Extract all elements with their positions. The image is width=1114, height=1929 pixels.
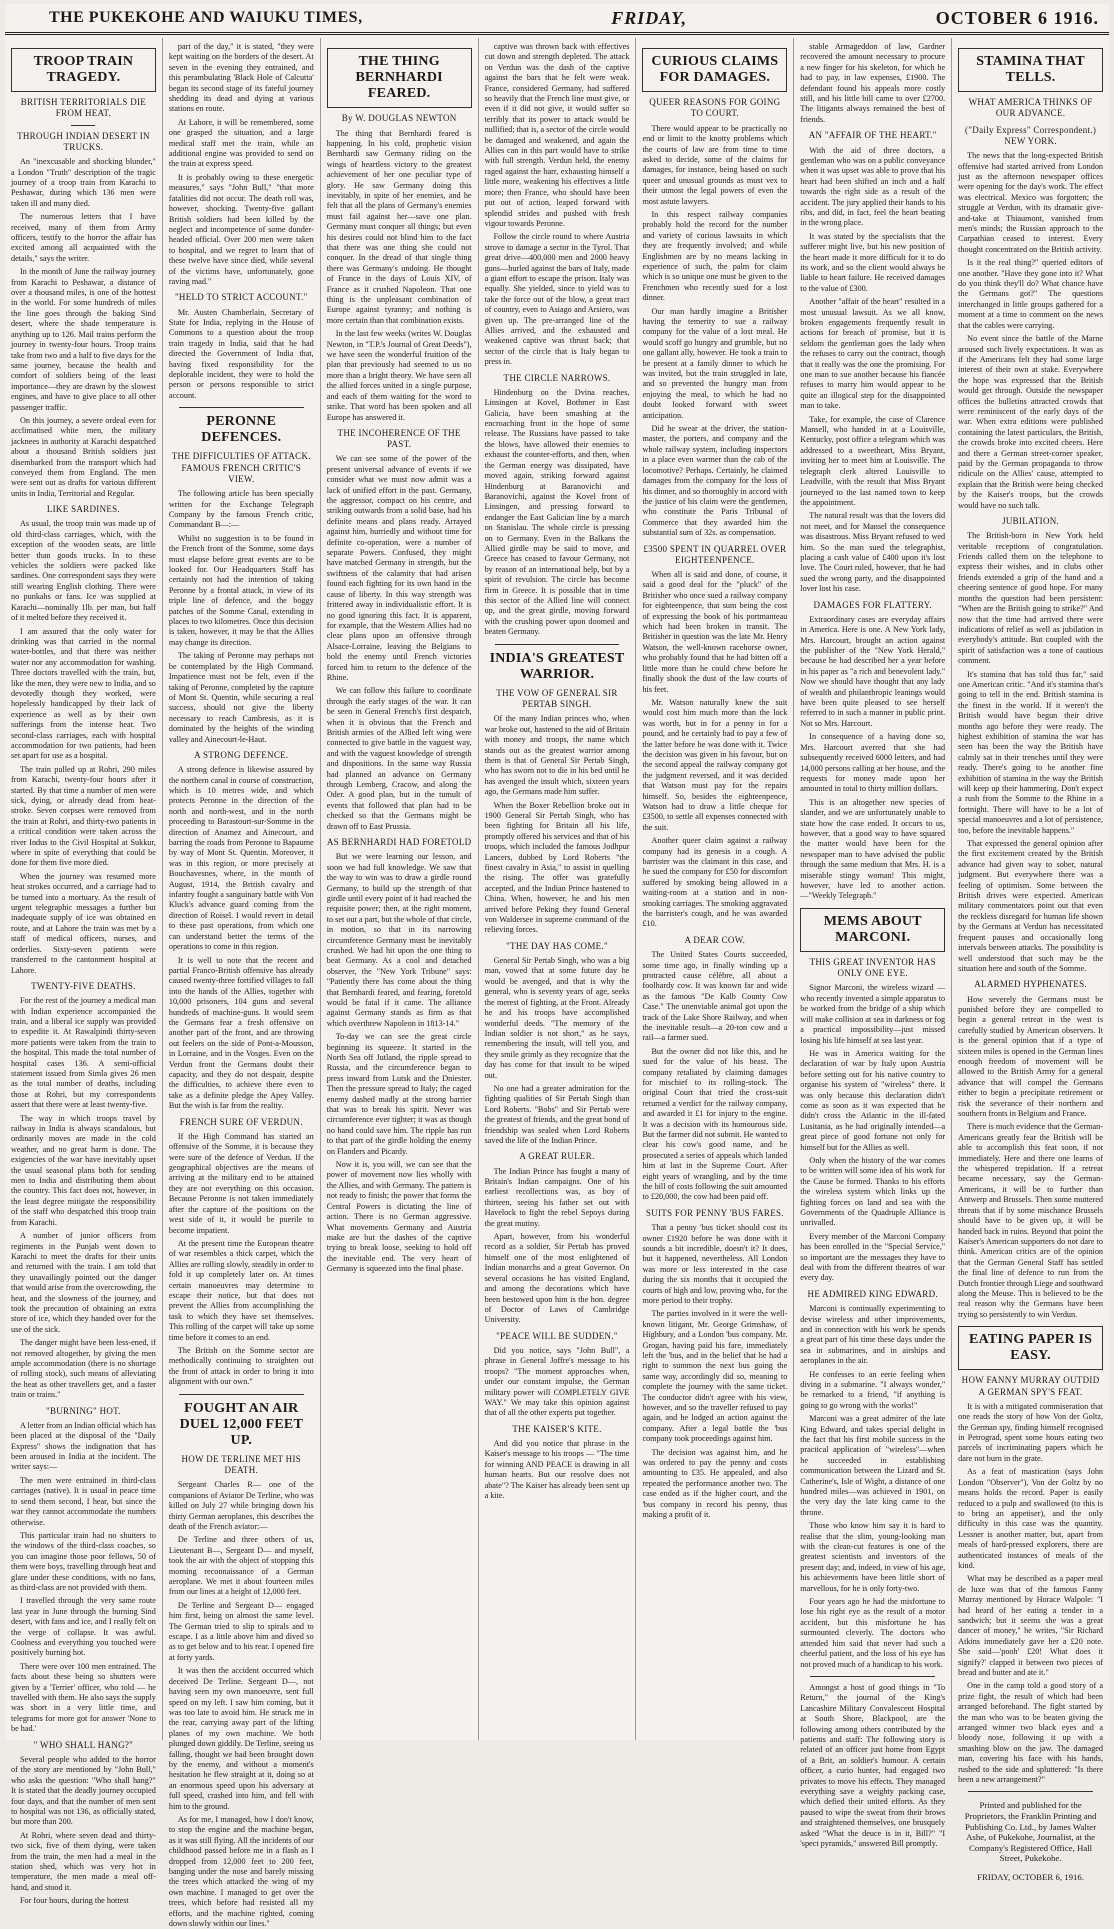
paragraph: On this journey, a severe ordeal even for acclimatised white men, the military jacknees in authority at Karachi despatched about a thousand British soldiers just disembarked from the transport which had conveyed them from England. The men were sent out as drafts for various different units in India, Territorial and Regular. (11, 415, 156, 498)
paragraph: Several people who added to the horror of the story are mentioned by "John Bull," who asks the question: "Who shall hang?" It is stated that the deadly journey occupied four days, and that the number of men sent to hospital was not 136, as officially stated, but more than 200. (11, 1754, 156, 1827)
paragraph: It's stamina that has told thus far," said one American critic. "And it's stamina that's going to tell in the end. British stamina is the finest in the world. If it weren't the British would have begun their drive months ago before they were ready. The highest exhibition of stamina the war has seen has been the way the British have calmly sat in their trenches until they were ready. There's going to be another fine exhibition of stamina in the way the British will keep up their hammering. Don't expect a rush from the Somme to the Rhine in a fortnight. There will have to be a lot of special manoeuvres and a lot of persistence, too, before the inevitable happens." (958, 669, 1104, 835)
section-head: "PEACE WILL BE SUDDEN." (496, 1330, 618, 1341)
paragraph: Did you notice, says "John Bull", a phrase in General Joffre's message to his troops? "The moment approaches when, under our constant impulse, the German military power will COMPLETELY GIVE WAY." We may take this opinion against that of all the other experts put together. (484, 1345, 630, 1418)
paragraph: It is well to note that the recent and partial Franco-British offensive has already caused twenty-three fortified villages to fall into the hands of the Allies, together with 10,000 prisoners, 104 guns and several hundreds of machine-guns. It would seem the Germans fear a fresh offensive on another part of the front, and are throwing out feelers on the side of Pont-a-Mousson, in Lorraine, and in the Vosges. Even on the Verdun front the Germans doubt their capacity, and they do not despair, despite the difficulties, to achieve there even to take as a definite pledge the Apey Valley. But the wish is far from the reality. (168, 955, 314, 1111)
paragraph: Mr. Watson naturally knew the suit would cost him much more than the lock was worth, but in for a penny in for a pound, and he certainly had to pay a few of the latter before he was done with it. Twice the decision was given in his favour, but on the second appeal the railway company got the judgment reversed, and it was decided that Watson must pay for the repairs himself. So, besides the eighteenpence, Watson had to draw a little cheque for £3500, to settle all expenses connected with the suit. (642, 697, 788, 832)
section-head: FRENCH SURE OF VERDUN. (179, 1116, 303, 1127)
paragraph: He was in America waiting for the declaration of war by Italy upon Austria before setting out for his native country to organise his system of "wireless" there. It was only because this declaration didn't come as soon as it was expected that he didn't cross the Atlantic in the ill-fated Lusitania, as he had originally intended—a great piece of good fortune not only for himself but for the Allies as well. (800, 1048, 946, 1152)
column-6 (794, 38, 952, 1848)
paragraph: In consequence of a having done so, Mrs. Harcourt averred that she had subsequently received 6000 letters, and had 14,000 persons calling at her house, and the requests for money made upon her amounted in total to thirty million dollars. (800, 732, 946, 794)
paragraph: The parties involved in it were the well-known litigant, Mr. George Grimshaw, of Highbury, and a London 'bus company. Mr. Grogan, having paid his fare, immediately left the 'bus, and in the belief that he had a right to summon the next bus going the same way, accordingly did so, meaning to complete the journey with the same ticket. The conductor didn't agree with his view, however, and so the traveller refused to pay again, and he lodged an action against the company. After a legal battle the 'bus company took proceedings against him. (642, 1309, 788, 1444)
paragraph: One in the camp told a good story of a prize fight, the result of which had been arranged beforehand. The fight started by the man who was to be beaten giving the arranged winner two black eyes and a bloody nose, following it up with a smashing blow on the jaw. The damaged man, covering his face with his hands, rushed to the side and spluttered: "Is there been a new arrangement?" (958, 1681, 1104, 1785)
paragraph: A strong defence is likewise assured by the northern canal in course of construction, which is 10 metres wide, and which protects Peronne in the direction of the north and north-west, and in the north proceeding to Barastourt-sur-Somme in the direction of Anamez and Ainecourt, and barring the roads from Peronne to Bapaume by way of Mont St. Quentin. Moreover, it was in this region, or more precisely at Bouchavesnes, where, in the month of August, 1914, the British cavalry and infantry fought a sanguinary battle with Von Kluck's advance guard coming from the direction of Roisel. I would revert in detail to these past operations, from which one can understand better the terms of the operations to come in this region. (168, 765, 314, 952)
paragraph: As a feat of mastication (says John London "Observer"), Von der Goltz by no means holds the record. Paper is easily reduced to a pulp and swallowed (to this is to bring an appetiser), and the only difficulty in this case was the quantity. Lessner is another matter, but, apart from meals of hard-pressed explorers, there are authenticated instances of meals of the kind. (958, 1467, 1104, 1570)
paragraph: Is it the real thing?" queried editors of one another. "Have they gone into it? What do you think they'll do? What chance have the Germans got?" The questions interchanged in little groups gathered for a moment at a time to comment on the news that the cables were carrying. (958, 258, 1104, 330)
divider (71, 125, 95, 126)
headline-india-warrior: INDIA'S GREATEST WARRIOR. (489, 650, 625, 682)
subhead: THE VOW OF GENERAL SIR PERTAB SINGH. (496, 687, 618, 710)
section-head: LIKE SARDINES. (46, 504, 121, 515)
paragraph: When the Boxer Rebellion broke out in 1900 General Sir Pertab Singh, who has been fighting for Britain all his life, promptly offered his services and that of his troops, which included the famous Jodhpur Lancers, dubbed by Lord Roberts "the finest cavalry in Asia," to assist in quelling the rising. The offer was gratefully accepted, and the Indian Prince hastened to China. When, however, he and his men arrived before Peking they found General von Waldersee in supreme command of the relieving forces. (484, 800, 630, 935)
paragraph: There were over 100 men entrained. The facts about these being so shutters were given by a 'Terrier' officer, who told — he travelled with them. He also says the supply was short in a very little time, and telegrams for more got for answer 'None to be had.' (11, 1661, 156, 1734)
paragraph: The taking of Peronne may perhaps not be contemplated by the High Command. Impatience must not be felt, even if the taking of Peronne, completed by the capture of Mont St. Quentin, while securing a real success, should not give the liberty necessary to reach Cambresis, as it is dominated by the heights of the winding valley and Ainecourt-le-Haut. (168, 651, 314, 744)
paragraph: That expressed the general opinion after the first excitement created by the British advance had given way to sober, natural judgment. But everywhere there was a feeling of optimism. Some between the British drives were expected. American military commentators point out that even the reckless disregard for human life shown by the Germans at Verdun has necessitated frequent pauses and occasionally long intervals between attacks. The possibility is well understood that such may be the situation here and south of the Somme. (958, 839, 1104, 973)
column-3 (321, 38, 479, 1740)
article-divider (495, 644, 620, 645)
paragraph: Those who know him say it is hard to realise that the slim, young-looking man with the clean-cut features is one of the greatest scientists and inventors of the present day; and, indeed, in view of his age, his achievements have been little short of marvellous, for he is only forty-two. (800, 1521, 946, 1593)
paragraph: Mr. Austen Chamberlain, Secretary of State for India, replying in the House of Commons to a question about the troop train tragedy in India, said that he had directed the Government of India that, having fixed responsibility for the deplorable incident, they were to hold the person or persons responsible to strict account. (168, 307, 314, 400)
paragraph: Another queer claim against a railway company had its genesis in a cough. A barrister was the claimant in this case, and he sued the company for £50 for discomfort suffered by smoking being allowed in a waiting-room at a station and in non-smoking carriages. The smoking aggravated the barrister's cough, and he was awarded £10. (642, 836, 788, 929)
paragraph: That a penny 'bus ticket should cost its owner £1920 before he was done with it sounds a bit incredible, doesn't it? It does, but it happened, nevertheless. All London was more or less interested in the case during the six months that it occupied the courts of high and low, proving who, for the more period to their trophy. (642, 1223, 788, 1305)
paragraph: If the High Command has started an offensive of the Somme, it is because they were sure of the defence of Verdun. If the geographical objectives are the means of arriving at the military end to be attained they are not everything on this occasion. Because Peronne is not taken immediately after the capture of the positions on the west side of it, it would be puerile to become impatient. (168, 1131, 314, 1235)
section-head: DAMAGES FOR FLATTERY. (813, 599, 932, 610)
section-head: AS BERNHARDI HAD FORETOLD (326, 837, 472, 848)
section-head: THE CIRCLE NARROWS. (503, 372, 611, 383)
paragraph: As for me, I managed, how I don't know, to stop the engine and the machine began, as it was still flying. All the incidents of our childhood passed before me in a flash as I dropped from 12,000 feet to 200 feet, banging under the nose and barely missing the trees which attacked the wing of my own machine. I managed to get over the trees, which before had resisted all my efforts, and the machine righted, coming down slowly within our lines." (168, 1814, 314, 1929)
headline-marconi: MEMS ABOUT MARCONI. (800, 908, 945, 952)
paragraph: The Indian Prince has fought a many of Britain's Indian campaigns. One of his earliest recollections was, as boy of thirteen, seeing his father set out with Havelock to fight the rebel Sepoys during the great mutiny. (484, 1166, 630, 1228)
subhead: THE DIFFICULTIES OF ATTACK. FAMOUS FRENCH CRITIC'S VIEW. (171, 451, 311, 484)
section-head: "BURNING" HOT. (45, 1405, 121, 1416)
paragraph: stable Armageddon of law, Gardner recovered the amount necessary to procure a new finger for his skeleton, for which he had to pay, in law expenses, £1900. The defendant found his appeals more costly still, and his little bill came to over £2700. The litigants always remained the best of friends. (800, 42, 946, 124)
paragraph: At Lahore, it will be remembered, some one grasped the situation, and a large medical staff met the train, while an additional engine was provided to send on the train at express speed. (168, 117, 314, 169)
paragraph: The way in which troops travel by railway in India is always scandalous, but ordinarily moves are made in the cold weather, and no great harm is done. The exigencies of the war have inevitably upset the usual seasonal plans both for sending men to India and distributing them about the country. This fact does not, however, in the least degree mitigate the responsibility of the staff who despatched this troop train from Karachi. (11, 1113, 156, 1227)
paragraph: To-day we can see the great circle beginning its squeeze. It started in the North Sea off Jutland, the ripple spread to Russia, and the circumference began to press inward from Lutsk and the Dniester. Then the pressure spread to Italy; the caged enemy dashed madly at the strong barrier that was to break his spirit. Never was circumference ever tighter; it was as though no hand could save him. The ripple has run to that part of the girdle holding the enemy on Flanders and Picardy. (326, 1032, 472, 1156)
paragraph: The United States Courts succeeded, some time ago, in finally winding up a protracted cause célèbre, all about a foolhardy cow. It was known far and wide as the famous "De Kalb County Cow Case." The unenviable animal got upon the track of the Lake Shore Railway, and when the inevitable result—a 20-ton cow and a rail—a farmer sued. (642, 950, 788, 1043)
paragraph: captive was thrown back with effectives cut down and strength depleted. The attack on Verdun was the dash of the captive against the bars that he felt were weak. France, considered Germany, had suffered so heavily that the French line must give, or even if it did not give, it would suffer so terribly that its power to attack would be nullified; that is, a sector of the circle would be damaged and weakened, and again the Allies can in this part would have to strike with full strength. Verdun held, the enemy raged against the barr, exhausting himself a little more, weakening his effectives a little more; then France, who should have been put out of action, leaped forward with splendid strides and pushed with fresh vigour towards Peronne. (484, 42, 630, 228)
paragraph: The following article has been specially written for the Exchange Telegraph Company by the famous French critic, Commandant B—:— (168, 489, 314, 530)
section-head: SUITS FOR PENNY 'BUS FARES. (645, 1207, 784, 1218)
paragraph: There is much evidence that the German-Americans greatly fear the British will be able to accomplish this feat soon, if not immediately. Here and there one learns of the whispered trepidation. If a retreat became necessary, say the German-Americans, it will be to further than Antwerp and Brussels. Then some muttered threats that if by some mischance Brussels should have to be given up, it will be handed back in ruins. Beyond that point the Kaiser's American supporters do not dare to think. American critics are of the opinion that the German General Staff has settled the final line of defence to run from the Dutch frontier through Liege and southward along the Meuse. This is believed to be the real reason why the Germans have been trying so persistently to win Verdun. (958, 1122, 1104, 1319)
paragraph: Amongst a host of good things in "To Return," the journal of the King's Lancashire Military Convalescent Hospital at South Shore, Blackpool, are the following among others contributed by the patients and staff: The following story is related of an officer just home from Egypt of a Brit, an soldier's humour. A certain officer, a curio hunter, had engaged two privates to move his effects. They managed everything save a weighty packing case, which defied their united efforts. As they paused to wipe the sweat from their brows and straightened themselves, one brusquely asked "What the deuce is in it, Bill?" "I 'spect pyramids," answered Bill promptly. (800, 1682, 946, 1848)
paragraph: No one had a greater admiration for the fighting qualities of Sir Pertab Singh than Lord Roberts. "Bobs" and Sir Pertab were the greatest of friends, and the great bond of friendship was sealed when Lord Roberts saved the life of the Indian Prince. (484, 1083, 630, 1145)
section-head: " WHO SHALL HANG?" (33, 1739, 134, 1750)
paragraph: For four hours, during the hottest (20, 1896, 129, 1906)
headline-eating-paper: EATING PAPER IS EASY. (958, 1326, 1103, 1370)
column-1 (5, 38, 163, 1906)
masthead-day: FRIDAY, (611, 7, 688, 28)
paragraph: De Terline and Sergeant D— engaged him first, being on almost the same level. The German tried to slip to spirals and to escape. I as a little above him and dived so as to get below and to his rear. I opened fire at forty yards. (168, 1600, 314, 1662)
section-head: TWENTY-FIVE DEATHS. (31, 980, 136, 991)
section-head: HE ADMIRED KING EDWARD. (807, 1288, 938, 1299)
section-head: A DEAR COW. (684, 934, 746, 945)
subhead: BRITISH TERRITORIALS DIE FROM HEAT. (20, 97, 147, 119)
paragraph: Did he swear at the driver, the station-master, the porters, and company and the whole railway system, including inspectors in a place even warmer than the cab of the locomotive? Perhaps. Certainly, he claimed damages from the company for the loss of his dinner, and so thoroughly in accord with the justice of his claim were the gentlemen, who constitute the Paris Tribunal of Commerce that they awarded him the substantial sum of 32s. as compensation. (642, 424, 788, 538)
section-head: £3500 SPENT IN QUARREL OVER EIGHTEENPENCE. (643, 543, 787, 565)
paragraph: The decision was against him, and he was ordered to pay the penny and costs amounting to £35. He appealed, and also repeated the performance another two. The case ended as if the higher court, and the 'bus company in record his penny, thus making a profit of it. (642, 1447, 788, 1520)
headline-troop-train: TROOP TRAIN TRAGEDY. (11, 48, 156, 92)
article-divider (968, 1791, 1093, 1792)
subhead: THROUGH INDIAN DESERT IN TRUCKS. (17, 130, 150, 152)
paragraph: Of the many Indian princes who, when war broke out, hastened to the aid of Britain with money and troops, the name which stands out as the greatest warrior among them is that of General Sir Pertab Singh, who has sworn not to die in his bed until he has avenged the insult which, sixteen years ago, the Germans made him suffer. (484, 714, 630, 797)
paragraph: What may be described as a paper meal de luxe was that of the famous Fanny Murray mentioned by Horace Walpole: "I had heard of her eating a tender in a sandwich; but it seems she was a great dancer of money," he writes, "Sir Richard Atkins immediately gave her a £20 note. She said—'pooh' £20! What does it signify?' clapped it between two pieces of bread and butter and ate it." (958, 1574, 1104, 1677)
paragraph: The British on the Somme sector are methodically continuing to straighten out the front of attack in order to bring it into alignment with our own." (168, 1345, 314, 1387)
paragraph: At the present time the European theatre of war resembles a thick carpet, which the Allies are rolling slowly, steadily in order to fold it up completely later on. At times certain manoeuvres may determine to escape their notice, but that does not prevent the Allies from accomplishing the task to which they have set themselves. This rolling of the carpet will take up some time before it comes to an end. (168, 1238, 314, 1342)
paragraph: An "inexcusable and shocking blunder," a London "Truth" description of the tragic journey of a troop train from Karachi to Peshawar, during which 136 men were taken ill and many died. (11, 157, 156, 208)
section-head: ALARMED HYPHENATES. (974, 979, 1087, 990)
paragraph: Another "affair of the heart" resulted in a most unusual lawsuit. As we all know, broken engagements frequently result in actions for breach of promise, but it is seldom the gentleman goes the lady when the refuses to carry out the contract, though that it really was the one the promising. For one man to sue another because his fiancée refuses to marry him would appear to be quite an illogical step for the disappointed man to take. (800, 297, 946, 411)
paragraph: And did you notice that phrase in the Kaiser's message to his troops — "The time for winning AND PEACE is drawing in all human hearts. But our resolve does not abate"? The Kaiser has already been sent up a kite. (484, 1439, 630, 1501)
article-divider (179, 1394, 304, 1395)
column-2 (163, 38, 321, 1929)
paragraph: But the owner did not like this, and he sued for the value of his beast. The company retaliated by claiming damages for mischief to its rolling-stock. The original Court that tried the cross-suit returned a verdict for the railway company, and awarded it £1 for injury to the engine. It was a decision with its humourous side. But the farmer did not submit. He wanted to clear his cow's good name, and he prosecuted a series of appeals which landed him at last in the Supreme Court. After eight years of wrangling, and by the time the bill of costs following the suit amounted to £20,000, the cow had been paid off. (642, 1046, 788, 1202)
section-head: A STRONG DEFENCE. (194, 749, 289, 760)
paragraph: When all is said and done, of course, it said a good deal for the "pluck" of the Britisher who once sued a railway company for eighteenpence, that sum being the cost of expressing the book of his portmanteau which had been broken in transit. The Britisher in question was the late Mr. Henry Watson, the well-known racehorse owner, who probably found that he had bitten off a little more than he could chew before he finally shook the dust of the law courts of his feet. (642, 570, 788, 694)
column-7 (952, 38, 1109, 1882)
newspaper-page (5, 4, 1109, 1929)
paragraph: part of the day," it is stated, "they were kept waiting on the borders of the desert. At seven in the evening they entrained, and this perambulating 'Black Hole of Calcutta' began its second stage of its fateful journey shedding its dead and dying at various stations en route. (168, 42, 314, 114)
subhead: HOW FANNY MURRAY OUTDID A GERMAN SPY'S FEAT. (961, 1375, 1100, 1397)
paragraph: The natural result was that the lovers did not meet, and for Mansel the consequence was disastrous. Miss Bryant refused to wed him. So the man sued the telegraphist, placing a cash value of £400 upon it's lost love. The Court ruled, however, that he had sued the wrong party, and the disappointed lover lost his case. (800, 511, 946, 594)
headline-curious-claims: CURIOUS CLAIMS FOR DAMAGES. (642, 48, 787, 92)
paragraph: As usual, the troop train was made up of old third-class carriages, which, with the exception of the wooden seats, are little better than goods trucks. In to these vehicles the soldiers were packed like sardines. One correspondent says they were still wearing English clothing. There were no punkahs or fans. Ice was supplied at Karachi—nominally 1lb. per man, but half of it melted before they received it. (11, 519, 156, 623)
masthead-date: OCTOBER 6 1916. (935, 7, 1099, 28)
paragraph: It was then the accident occurred which deceived De Terline. Sergeant D—, not having seen my own manoeuvre, sent full speed on my left. I saw him coming, but it was too late to avoid him. He struck me in the rear, carrying away part of the lifting planes of my own machine. We both plunged down giddily. De Terline, seeing us falling, thought we had been brought down by the enemy, and without a moment's hesitation he flew straight at it, doing so at an enormous speed upon his adversary at full speed, crashed into him, and fell with him to the ground. (168, 1666, 314, 1811)
subhead: WHAT AMERICA THINKS OF OUR ADVANCE. (968, 97, 1093, 119)
paragraph: In this respect railway companies probably hold the record for the number and variety of curious lawsuits in which they are frequently involved; and while Englishmen are by no means lacking in experience of such, the palm for claim which is so unique one must be given to the Frenchmen who recently sued for a lost dinner. (642, 209, 788, 303)
paragraph: Take, for example, the case of Clarence Mansell, who handed in at a Louisville, Kentucky, post office a telegram which was addressed to a sweetheart, Miss Bryant, inviting her to meet him at Louisville. The telegraph clerk altered Louisville to Leadville, with the result that Miss Bryant journeyed to the last named town to keep the appointment. (800, 414, 946, 507)
paragraph: The train pulled up at Rohri, 290 miles from Karachi, twenty-four hours after it started. By that time a number of men were sick, dying, or already dead from heat-stroke. Seven corpses were removed from the train at Rohri, and thirty-two patients in a critical condition were taken across the river Indus to the Civil Hospital at Sukkur, where in spite of everything that could be done for them five more died. (11, 764, 156, 868)
paragraph: When the journey was resumed more heat strokes occurred, and a carriage had to be turned into a mortuary. As the result of urgent telegraphic messages a further but inadequate supply of ice was obtained en route, and at Lahore the train was met by a staff of medical officers, nurses, and orderlies. Sixty-seven patients were transferred to the cantonment hospital at Lahore. (11, 871, 156, 975)
paragraph: Signor Marconi, the wireless wizard —who recently invented a simple apparatus to be worked from the bridge of a ship which will make collision at sea in darkness or fog a practical impossibility—just missed losing his life himself at sea last year. (800, 983, 946, 1045)
paragraph: Apart, however, from his wonderful record as a soldier, Sir Pertab has proved himself one of the most enlightened of Indian monarchs and a great Governor. On several occasions he has visited England, and among the decorations which have been bestowed upon him is the hon. degree of Doctor of Laws of Cambridge University. (484, 1232, 630, 1325)
paragraph: It was stated by the specialists that the sufferer might live, but his new position of the heart made it more difficult for it to do its work, and so the client would always be liable to heart failure. He received damages to the value of £300. (800, 231, 946, 293)
paragraph: I travelled through the very same route last year in June through the burning Sind desert, with fans and ice, and I really felt on the verge of collapse. It was awful. Coolness and everything you touched were positively burning hot. (11, 1596, 156, 1658)
section-head: AN "AFFAIR OF THE HEART." (808, 130, 937, 141)
paragraph: The thing that Bernhardi feared is happening. In his cold, prophetic vision Bernhardi saw Germany riding on the wings of heartless victory to the greatest achievement of her one peculiar type of glory. He saw Germany doing this inevitably, in spite of her enemies, and he felt that all the plans of Germany's enemies must fail against her—save one plan. Germany must conquer all things; but even his desires could not blind him to the fact that there was one thing she could not conquer. In the dread of that single thing there was Germany's undoing. He thought of France in the days of Louis XIV, of France as it crushed Napoleon. That one thing is the unpleasant combination of Europe against tyranny; and nothing is more certain than that combination exists. (326, 128, 472, 325)
paragraph: But we were learning our lesson, and soon we had full knowledge. We saw that the way to win was to draw a girdle round Germany, to build up the strength of that girdle until every point of it had reached the requisite power; then, at the right moment, to set out a part, but the whole of that circle, in motion, so that in its narrowing circumference Germany must be inevitably crushed. We had hit upon the one thing to beat Germany. As a cool and detached observer, the "New York Tribune" says: "Patiently there has come about the thing that Bernhardi feared, and fearing, foretold would be fatal if it came. The alliance against Germany stands as firm as that which overthrew Napoleon in 1813-14." (326, 852, 472, 1028)
paragraph: Four years ago he had the misfortune to lose his right eye as the result of a motor accident, but this misfortune he has surmounted cleverly. The doctors who attended him said that never had such a cheerful patient, and the loss of his eye has not proved much of a handicap to his work. (800, 1597, 946, 1669)
paragraph: Every member of the Marconi Company has been enrolled in the "Special Service," so important are the messages they have to deal with from the different theatres of war every day. (800, 1231, 946, 1283)
paragraph: Whilst no suggestion is to be found in the French front of the Somme, some days must elapse before great events are to be looked for. Our Headquarters Staff has certainly not had the intention of taking Peronne by a frontal attack, in view of its triple line of defence, and the boggy patches of the Somme Canal, extending in places to two kilometres. Once this decision is taken, however, it may be that the Allies may change its direction. (168, 533, 314, 647)
paragraph: Now it is, you will, we can see that the power of movement now lies wholly with the Allies, and with Germany. The pattern is not ready to finish; the power that forms the Central Powers is dictating the line of action. There is no German aggressive. What movements Germany and Austria make are but the dashes of the captive trying to break loose, seeking to hold off the inevitable end. The very heart of Germany is squeezed into the final phase. (326, 1160, 472, 1274)
paragraph: Extraordinary cases are everyday affairs in America. Here is one. A New York lady, Mrs. Harcourt, brought an action against the publisher of the "New York Herald," because he had described her a year before in his paper as "a rich and benevolent lady." Now we should have thought that any lady of wealth and philanthropic leanings would have been quite pleased to see herself referred to in such a manner in public print. Not so Mrs. Harcourt. (800, 614, 946, 728)
paragraph: He confesses to an eerie feeling when diving in a submarine. "I always wonder," he remarked to a friend, "if anything is going to go wrong with the works!" (800, 1369, 946, 1410)
article-divider (179, 407, 304, 408)
article-divider (810, 1676, 935, 1677)
paragraph: In the month of June the railway journey from Karachi to Peshawar, a distance of over a thousand miles, is one of the hottest in the world. For some hundreds of miles the line goes through the baking Sind desert, where the shade temperature is anything up to 126. Mail trains perform the journey in twenty-four hours. Troop trains take from two and a half to five days for the same journey, because the health and comfort of soldiers being of the least importance—they are drawn by the slowest engines, and have to give place to all other passenger traffic. (11, 267, 156, 412)
paragraph: For the rest of the journey a medical man with Indian experience accompanied the train, and a liberal ice supply was provided to expedite it. At Rawalpindi thirty-seven more patients were taken from the train to the hospital. This made the total number of hospital cases 136. A semi-official statement issued from Simla gives 26 men as the total number of deaths, including those at Rohri, but my correspondents assert that there were at least twenty-five. (11, 996, 156, 1110)
paragraph: The danger might have been less-ened, if not removed altogether, by giving the men ample accommodation (there is no shortage of rolling stock), such means of alleviating the heat as other travellers get, and a faster train or trains." (11, 1338, 156, 1400)
paragraph: There would appear to be practically no end or limit to the knotty problems which the courts of law are from time to time asked to decide, some of the claims for damages, for instance, being based on such queer and unusual grounds as must vex to their utmost the legal powers of even the most astute lawyers. (642, 123, 788, 206)
paragraph: The men were entrained in third-class carriages (native). It is usual in peace time to send them second, I hear, but since the war they cannot accommodate the numbers otherwise. (11, 1475, 156, 1527)
masthead-title: THE PUKEKOHE AND WAIUKU TIMES, (49, 9, 363, 26)
paragraph: We can follow this failure to coordinate through the early stages of the war. It can be seen in General French's first despatch, when it is obvious that the French and British armies of the Allied left wing were connected to give battle in the vaguest way, and with the vaguest knowledge of strength and dispositions. In the same way Russia had planned an advance on Germany through Lemberg, Cracow, and along the Oder. A good plan, but in the tumult of events that followed that plan had to be checked so that the Germans might be drawn off to East Prussia. (326, 686, 472, 831)
columns (5, 38, 1109, 1929)
paragraph: The news that the long-expected British offensive had started arrived from London just as the afternoon newspaper offices were opening for the day's work. The effect was electrical. Mexico was forgotten; the struggle at Verdun, with its dramatic give-and-take at Thiaumont, vanished from men's minds; the Russian approach to the Carpathian ceased to interest. Every thought concentrated on the British activity. (958, 151, 1104, 254)
subhead: THIS GREAT INVENTOR HAS ONLY ONE EYE. (809, 956, 936, 979)
paragraph: It is probably owing to these energetic measures," says "John Bull," "that more fatalities did not occur. The death roll was, however, shocking. Twenty-five gallant British soldiers had been killed by the neglect and incompetence of some dunder-headed official. Over 200 men were taken to hospital, and we regret to learn that of these twelve have since died, while several of the victims have, unfortunately, gone raving mad." (168, 172, 314, 286)
subhead: HOW DE TERLINE MET HIS DEATH. (181, 1453, 302, 1476)
column-5 (636, 38, 794, 1740)
paragraph: Hindenburg on the Dvina reaches, Linsingen at Kovel, Bothmer in East Galicia, have been smashing at the encroaching front in the hope of some release. The Russians have passed to take the blows, have allowed their enemies to exhaust the counter-efforts, and then, when the German energy was dissipated, have moved again, striking forward against Hindenburg at Baranovichi and Baranovichi, against the Kovel front of Linsingen, and pressing forward to endanger the East Galician line by a march on Stanislau. The whole circle is pressing on to Germany. Even in the Balkans the Allied girdle may be said to move, and Greece has ceased to favour Germany, not by reason of an international help, but by a spirit of revulsion. The circle has become firm in Greece. It is possible that in time this sector of the Allied line will connect up, and the great girdle, moving forward with the crushing power upon doomed and beaten Germany. (484, 387, 630, 637)
paragraph: General Sir Pertab Singh, who was a big man, vowed that at some future day he would be avenged, and that is why the general, who is seventy years of age, seeks the merest of fighting, at the Front. Already he and his troops have accomplished wonderful deeds. "The memory of the Indian soldier is not short," as he says, remembering the insult, will tell you, and they smile grimly as they recognize that the day has come for that insult to be wiped out. (484, 956, 630, 1080)
paragraph: This particular train had no shutters to the windows of the third-class coaches, so you can imagine those poor fellows, 50 of them were boys, travelling through heat and glare under these conditions, with no fans, as third-class are not provided with them. (11, 1530, 156, 1592)
paragraph: De Terline and three others of us, Lieutenant B—, Sergeant D— and myself, took the air with the object of stopping this morning reconnaissance of a German aeroplane. We met it about fourteen miles from our lines at a height of 12,000 feet. (168, 1535, 314, 1597)
paragraph: Marconi was a great admirer of the late King Edward, and takes special delight in the fact that his first mobile success in the practical application of "wireless"—when he succeeded in establishing communication between the Lizard and St. Catherine's, Isle of Wight, a distance of one hundred miles—was achieved in 1901, on the very day the late king came to the throne. (800, 1414, 946, 1517)
paragraph: No event since the battle of the Marne aroused such lively expectations. It was as if the Americans felt they had some large interest of their own at stake. Everywhere the hope was expressed that the British would get through. Outside the newspaper offices the bulletins attracted crowds that were reminiscent of the early days of the war. When extra editions were published containing the latest particulars, the British, the crowds broke into excited cheers. Here and there a German street-corner speaker, paid by the German propaganda to throw ridicule on the Allies' cause, attempted to explain that the British were being checked by the Kaiser's troops, but the crowds would have no such talk. (958, 334, 1104, 510)
paragraph: This is an altogether new species of slander, and we are unfortunately unable to state how the case ended. It occurs to us, however, that a good way to have squared the matter would have been for the newspaper man to have advised the public through the same medium that Mrs. H. is a miserable stingy woman! This might, however, have led to another action.—"Weekly Telegraph." (800, 797, 946, 901)
section-head: THE KAISER'S KITE. (512, 1423, 602, 1434)
paragraph: At Rohri, where seven dead and thirty-two sick, five of them dying, were taken from the train, the men had a meal in the station shed, which was very hot in temperature, the men made a meal off-hand, and stood it. (11, 1830, 156, 1892)
paragraph: The numerous letters that I have received, many of them from Army officers, testify to the horror the affair has excited among all acquainted with the details," says the writer. (11, 212, 156, 263)
paragraph: Follow the circle round to where Austria strove to damage a sector in the Tyrol. That great drive—400,000 men and 2000 heavy guns—hurled against the bars of Italy, made a giant effort to escape the prison. Italy was equally. She yielded, since to yield was to take the force out of the blow, a great tract of country, even to Asiago and Arsiero, was given up. The pre-arranged line of the Allies arrived, and the exhausted and weakened captive was thrust back; that sector of the circle that is Italy began to press in. (484, 232, 630, 367)
paragraph: In the last few weeks (writes W. Douglas Newton, in "T.P.'s Journal of Great Deeds"), we have seen the wonderful fruition of the plan that previously had seemed to us no more than a bright theory. We have seen all the allied forces united in a single purpose, and each of them waiting for the word to strike. That word has been spoken and all Europe has answered it. (326, 329, 472, 422)
paragraph: Marconi is continually experimenting to devise wireless and other improvements, and in connection with his work he spends a great part of his time these days under the sea in submarines, and in airships and aeroplanes in the air. (800, 1304, 946, 1366)
paragraph: How severely the Germans must be punished before they are compelled to begin a general retreat in the west is carefully studied by American observers. It is the general opinion that if a type of sixteen miles is opened in the German lines enough freedom of movement will be allowed to the British Army for a general advance that will compel the Germans either to begin a precipitate retirement or risk the severance of their northern and southern fronts in Belgium and France. (958, 994, 1104, 1119)
headline-peronne: PERONNE DEFENCES. (201, 414, 282, 446)
paragraph: Our man hardly imagine a Britisher having the temerity to sue a railway company for the value of a lost meal. He would scoff go hungry and grumble, but no one gallant ally, however. He took a train to be present at a family dinner to which he was invited, but the train struggled in late, and so prevented the hungry man from enjoying the meal, to which he had no doubt looked forward with sweet anticipation. (642, 306, 788, 420)
paragraph: Only when the history of the war comes to be written will some idea of his work for the Cause be formed. Thanks to his efforts the wireless system which links up the fighting forces on land and sea with the Governments of the Quadruple Alliance is unrivalled. (800, 1155, 946, 1228)
section-head: "THE DAY HAS COME." (506, 940, 608, 951)
headline-stamina: STAMINA THAT TELLS. (958, 48, 1103, 92)
paragraph: I am assured that the only water for drinking was that carried in the normal water-bottles, and that there was neither water nor any accommodation for washing. Three doctors travelled with the train, but, like the men, they were new to India, and so devotedly though they worked, were hopelessly handicapped by their lack of experience as well as by their own sufferings from the intense heat. Two second-class carriages, each with hospital accommodation for two patients, had been set apart for use as a hospital. (11, 626, 156, 761)
byline: By W. DOUGLAS NEWTON (341, 113, 457, 124)
column-4 (479, 38, 637, 1740)
headline-bernhardi: THE THING BERNHARDI FEARED. (327, 48, 472, 108)
masthead (5, 4, 1109, 35)
paragraph: We can see some of the power of the present universal advance of events if we consider what we must now admit was a lack of unified effort in the past. Germany, the aggressor, compact on his centre, and striking outwards from a solid base, had his definite means and plans ready. Arrayed against him, hurriedly and without time for definite co-operation, were a number of separate Powers. Confused, they might have matched Germany in strength, but the swiftness of the calamity that had arisen found each fighting for its own hand in the cause of liberty. In this way strength was frittered away in individualistic effort. It is no good ignoring this fact. It is apparent, for example, that the Western Allies had no clear plans upon an offensive through Alsace-Lorraine, leaving the Belgians to bold the enemy until French victories forced him to return to the defence of the Rhine. (326, 454, 472, 682)
section-head: JUBILATION. (1002, 516, 1060, 526)
paragraph: The British-born in New York held veritable receptions of congratulation. Friends called them on the telephone to express their wishes, and in clubs other friends extended a grip of the hand and a cheering sentence of good hope. For many months the question had been persistent: "When are the British going to strike?" And now that the time had arrived there were indications of relief as well as jubilation in everybody's attitude. But coupled with the spirit of satisfaction was a tone of cautious comment. (958, 531, 1104, 666)
paragraph: A letter from an Indian official which has been placed at the disposal of the "Daily Express" shows the indignation that has been aroused in India at the incident. The writer says:— (11, 1420, 156, 1472)
section-head: THE INCOHERENCE OF THE PAST. (337, 427, 461, 450)
paragraph: A number of junior officers from regiments in the Punjab went down to Karachi to meet the drafts for their units and returned with the train. I am told that they unavailingly pointed out the danger that would arise from the overcrowding, the heat, and the slowness of the journey, and took the precaution of obtaining an extra store of ice, which they handed over for the use of the sick. (11, 1231, 156, 1334)
headline-air-duel: FOUGHT AN AIR DUEL 12,000 FEET UP. (179, 1400, 303, 1448)
subhead: QUEER REASONS FOR GOING TO COURT. (649, 97, 781, 119)
section-head: "HELD TO STRICT ACCOUNT." (174, 292, 308, 303)
paragraph: Sergeant Charles R— one of the companions of Aviator De Terline, who was killed on July 27 while bringing down his thirty German aeroplanes, this describes the death of the French aviator:— (168, 1480, 314, 1531)
imprint-date: FRIDAY, OCTOBER 6, 1916. (977, 1871, 1085, 1882)
paragraph: It is with a mitigated commiseration that one reads the story of how Von der Goltz, the German spy, finding himself recognised in Petrograd, spent some hours eating two parcels of incriminating papers which he dare not burn in the grate. (958, 1401, 1104, 1463)
correspondent-line: ("Daily Express" Correspondent.) NEW YORK. (965, 124, 1097, 146)
imprint: Printed and published for the Proprietors, the Franklin Printing and Publishing Co. Ltd., by James Walter Ashe, of Pukekohe, Journalist, at the Company's Registered Office, Hall Street, Pukekohe. (964, 1800, 1097, 1864)
section-head: A GREAT RULER. (519, 1151, 595, 1162)
paragraph: With the aid of three doctors, a gentleman who was on a public conveyance when it was upset was able to prove that his heart had been shifted an inch and a half towards the right side as a result of the accident. The jury applied their hands to his ribs, and did, in fact, feel the heart beating in the wrong place. (800, 145, 946, 228)
